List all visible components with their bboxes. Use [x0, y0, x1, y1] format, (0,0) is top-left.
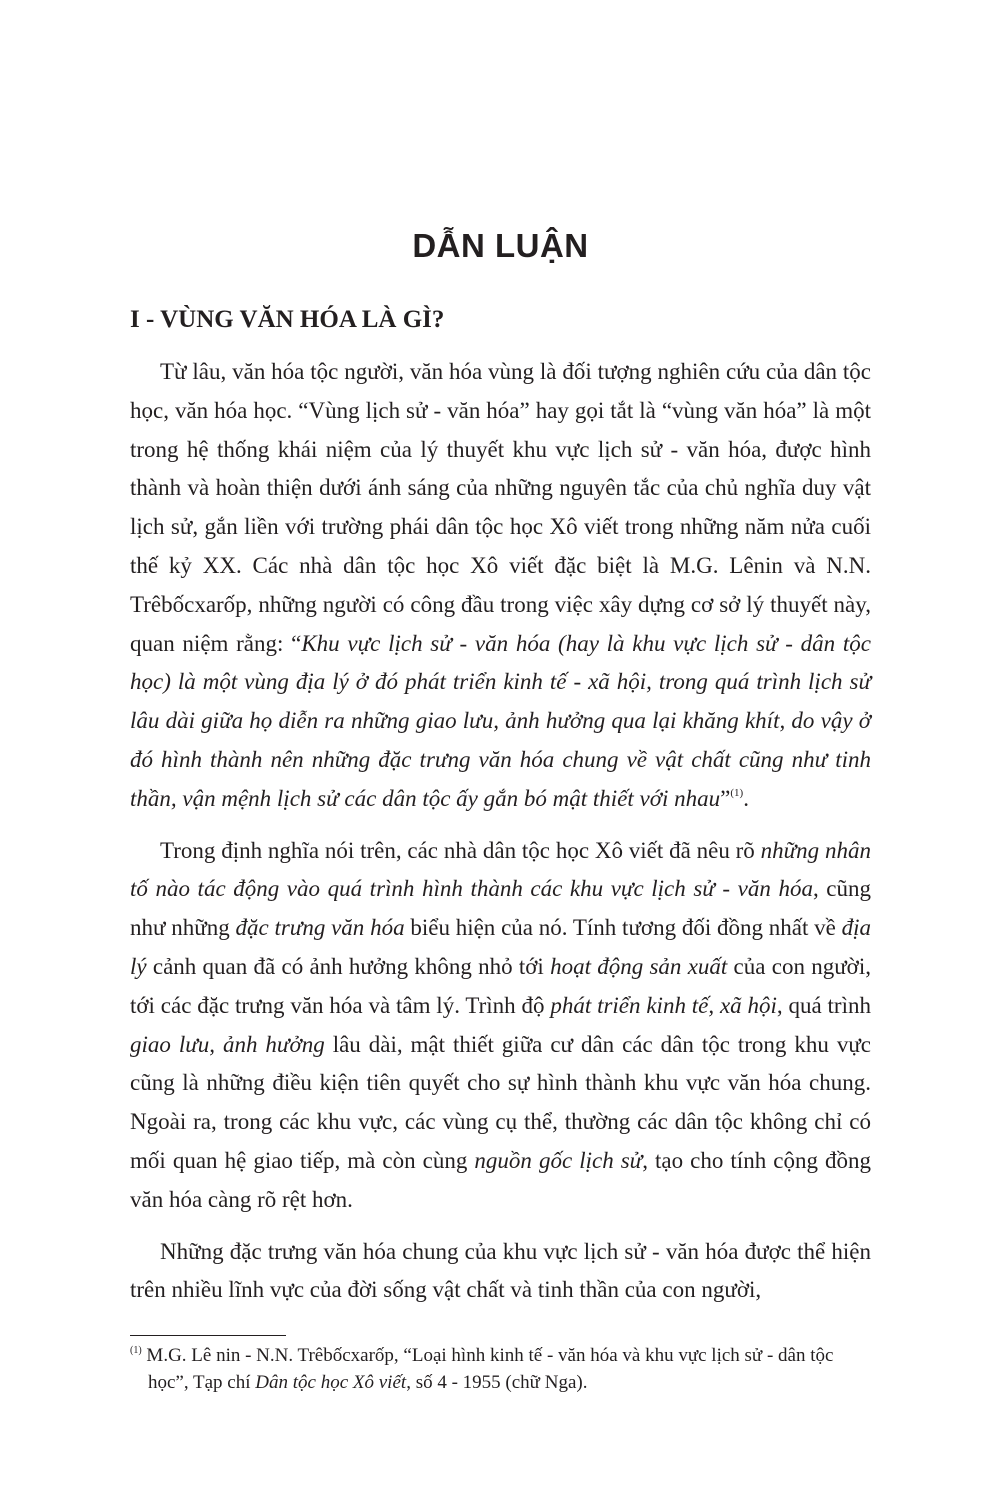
paragraph-1 — [130, 353, 871, 819]
definition-quote: Khu vực lịch sử - văn hóa (hay là khu vực lịch sử - dân tộc học) là một vùng địa lý ở đó phát triển kinh tế - xã hội, trong quá trình lịch sử lâu dài giữa họ diễn ra những giao lưu, ảnh hưởng qua lại khăng khít, do vậy ở đó hình thành nên những đặc trưng văn hóa chung về vật chất cũng như tinh thần, vận mệnh lịch sử các dân tộc ấy gắn bó mật thiết với nhau — [130, 630, 872, 811]
emphasis-cultural-traits: đặc trưng văn hóa — [235, 915, 405, 941]
footnote-marker: (1) — [130, 1345, 142, 1356]
emphasis-factors: những nhân tố nào tác động vào quá trình hình thành các khu vực lịch sử - văn hóa — [130, 837, 872, 902]
book-page — [130, 0, 871, 1506]
text-run: biểu hiện của nó. Tính tương đối đồng nhất về — [404, 915, 842, 941]
emphasis-exchange: giao lưu, ảnh hưởng — [130, 1031, 325, 1057]
paragraph-3-text: Những đặc trưng văn hóa chung của khu vực lịch sử - văn hóa được thể hiện trên nhiều lĩnh vực của đời sống vật chất và tinh thần của con người, — [130, 1238, 871, 1303]
text-run: , quá trình — [776, 992, 871, 1018]
emphasis-origin: nguồn gốc lịch sử — [474, 1147, 643, 1173]
footnote-divider — [130, 1335, 286, 1336]
emphasis-geography: địa lý — [130, 915, 871, 979]
footnote-text: M.G. Lê nin - N.N. Trêbốcxarốp, “Loại hình kinh tế - văn hóa và khu vực lịch sử - dân tộc học”, Tạp chí — [141, 1345, 834, 1393]
chapter-title: DẪN LUẬN — [412, 227, 589, 264]
footnote — [130, 1342, 871, 1396]
footnote-text-end: , số 4 - 1955 (chữ Nga). — [406, 1372, 588, 1393]
text-run: cảnh quan đã có ảnh hưởng không nhỏ tới — [146, 953, 551, 979]
text-run: Trong định nghĩa nói trên, các nhà dân tộc học Xô viết đã nêu rõ — [160, 837, 761, 863]
paragraph-1-text: Từ lâu, văn hóa tộc người, văn hóa vùng là đối tượng nghiên cứu của dân tộc học, văn hóa học. “Vùng lịch sử - văn hóa” hay gọi tắt là “vùng văn hóa” là một trong hệ thống khái niệm của lý thuyết khu vực lịch sử - văn hóa, được hình thành và hoàn thiện dưới ánh sáng của những nguyên tắc của chủ nghĩa duy vật lịch sử, gắn liền với trường phái dân tộc học Xô viết trong những năm nửa cuối thế kỷ XX. Các nhà dân tộc học Xô viết đặc biệt là M.G. Lênin và N.N. Trêbốcxarốp, những người có công đầu trong việc xây dựng cơ sở lý thuyết này, quan niệm rằng: “ — [130, 359, 871, 656]
footnote-reference[interactable]: (1) — [730, 786, 744, 799]
quote-close: ” — [720, 785, 731, 811]
text-run: của con người, tới các đặc trưng văn hóa và tâm lý. Trình độ — [130, 953, 871, 1018]
paragraph-3 — [130, 1233, 871, 1311]
footnote-journal: Dân tộc học Xô viết — [255, 1372, 407, 1393]
body-text — [130, 353, 871, 1323]
paragraph-2 — [130, 832, 871, 1220]
paragraph-1-end: . — [743, 785, 749, 811]
emphasis-development: phát triển kinh tế, xã hội — [550, 992, 777, 1018]
text-run: lâu dài, mật thiết giữa cư dân các dân tộc trong khu vực cũng là những điều kiện tiên quyết cho sự hình thành khu vực văn hóa chung. Ngoài ra, trong các khu vực, các vùng cụ thể, thường các dân tộc không chỉ có mối quan hệ giao tiếp, mà còn cùng — [130, 1031, 871, 1173]
text-run: , tạo cho tính cộng đồng văn hóa càng rõ rệt hơn. — [130, 1147, 871, 1212]
section-title: I - VÙNG VĂN HÓA LÀ GÌ? — [130, 306, 445, 333]
emphasis-production: hoạt động sản xuất — [550, 953, 728, 979]
text-run: , cũng như những — [130, 876, 871, 941]
